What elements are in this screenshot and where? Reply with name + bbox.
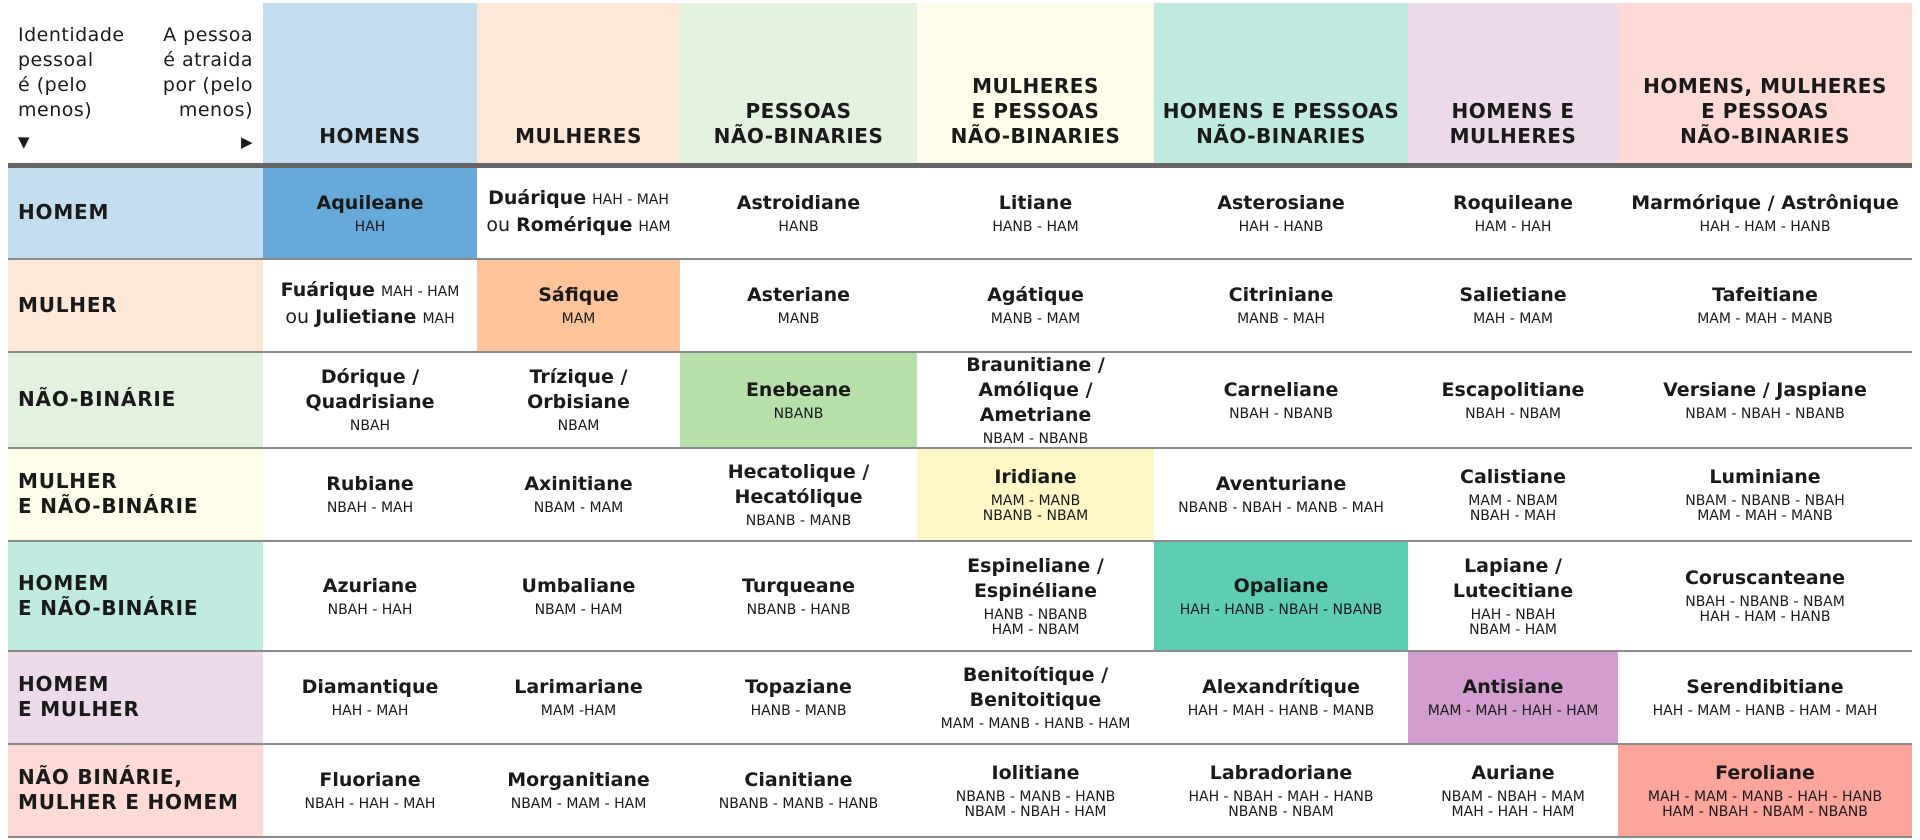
table-cell [477,166,680,259]
orientation-code: NBAM [557,418,600,434]
table-cell [1618,744,1912,837]
arrow-down-icon: ▼ [18,133,31,151]
orientation-name: Larimariane [514,676,643,698]
row-header: HOMEM E NÃO-BINÁRIE [8,541,263,651]
table-cell [917,744,1154,837]
row-header: HOMEM [8,166,263,259]
table-cell [680,259,917,352]
orientation-name: Trízique / Orbisiane [527,366,630,413]
row-header: MULHER [8,259,263,352]
orientation-name: Diamantique [301,676,439,698]
orientation-name: Hecatolique / Hecatólique [727,460,870,508]
orientation-name: Fuárique [280,279,375,301]
orientation-name: Iolitiane [991,761,1080,784]
orientation-code: MAM - NBAM NBAH - MAH [1468,492,1558,524]
orientation-name: Julietiane [315,306,417,328]
row-header: NÃO-BINÁRIE [8,352,263,448]
table-row [8,448,1912,541]
orientation-name: Rubiane [326,473,414,495]
table-cell [263,651,477,744]
cell-prefix: ou [486,213,517,236]
orientation-code: HAM [638,218,671,235]
orientation-code: NBAM - MAM [533,500,624,516]
cell-line [481,213,676,240]
table-cell [917,166,1154,259]
table-cell [1618,166,1912,259]
orientation-code: MAM - MAH - MANB [1697,311,1833,327]
orientation-name: Asteriane [746,284,851,306]
orientation-name: Romérique [516,213,633,236]
orientation-code: HAH - MAM - HANB - HAM - MAH [1652,703,1878,719]
orientation-code: HAH - HANB - NBAH - NBANB [1179,601,1383,618]
orientation-code: HAH - NBAH NBAM - HAM [1469,606,1557,638]
table-cell [917,541,1154,651]
table-cell [680,448,917,541]
orientation-code: NBAM - NBAH - MAM MAH - HAH - HAM [1441,788,1585,820]
table-cell [917,651,1154,744]
orientation-table [8,3,1912,838]
orientation-name: Duárique [488,186,587,209]
arrow-right-icon: ▶ [240,133,253,151]
table-cell [263,259,477,352]
orientation-name: Cianitiane [744,769,853,791]
orientation-name: Benitoítique / Benitoitique [962,663,1109,711]
table-cell [917,259,1154,352]
orientation-name: Tafeitiane [1712,284,1818,306]
orientation-code: HANB - NBANB HAM - NBAM [983,606,1088,638]
orientation-code: NBAH - HAH [327,601,413,618]
column-header: MULHERES [477,3,680,166]
orientation-name: Asterosiane [1217,191,1345,214]
corner-cell [8,3,263,166]
orientation-code: MAM [561,311,596,327]
orientation-code: MANB - MAH [1237,311,1325,327]
orientation-name: Alexandrítique [1202,676,1360,698]
orientation-code: NBANB - MANB - HANB NBAM - NBAH - HAM [955,788,1116,820]
orientation-name: Citriniane [1228,284,1334,306]
orientation-name: Luminiane [1709,465,1821,488]
table-cell [263,448,477,541]
table-row [8,166,1912,259]
orientation-grid [8,3,1912,838]
table-cell [1408,541,1618,651]
column-header: HOMENS E PESSOAS NÃO-BINARIES [1154,3,1408,166]
orientation-name: Labradoriane [1209,761,1353,784]
orientation-code: HANB - MANB [750,703,847,719]
table-cell [680,744,917,837]
orientation-code: NBAH [349,418,391,434]
orientation-code: MAH - MAM - MANB - HAH - HANB HAM - NBAH - NBAM - NBANB [1647,788,1883,820]
orientation-name: Umbaliane [521,574,636,597]
table-cell [477,448,680,541]
orientation-name: Serendibitiane [1686,676,1844,698]
orientation-name: Iridiane [994,465,1077,488]
table-cell [1408,651,1618,744]
orientation-name: Topaziane [745,676,852,698]
orientation-name: Versiane / Jaspiane [1663,378,1867,401]
table-cell [680,166,917,259]
cell-prefix: ou [285,306,316,328]
orientation-name: Astroidiane [736,191,861,214]
orientation-code: MAH - HAM [381,284,460,300]
table-cell [477,651,680,744]
table-cell [1154,744,1408,837]
table-cell [1618,651,1912,744]
table-cell [1408,744,1618,837]
column-header: HOMENS E MULHERES [1408,3,1618,166]
orientation-name: Dórique / Quadrisiane [305,366,435,413]
orientation-name: Litiane [998,191,1073,214]
orientation-name: Fluoriane [319,769,421,791]
orientation-code: HANB [778,218,819,235]
orientation-code: NBAH - NBANB [1229,405,1333,422]
table-cell [477,541,680,651]
orientation-code: NBAH - NBAM [1465,405,1561,422]
orientation-name: Azuriane [322,574,418,597]
attraction-axis-label: A pessoa é atraida por (pelo menos) [162,24,253,121]
orientation-code: HAH [354,218,386,235]
orientation-name: Sáfique [538,284,619,306]
table-cell [1618,448,1912,541]
orientation-name: Braunitiane / Amólique / Ametriane [966,353,1105,426]
orientation-name: Salietiane [1459,284,1567,306]
table-cell [1154,651,1408,744]
orientation-code: HAH - MAH - HANB - MANB [1187,703,1375,719]
table-row [8,744,1912,837]
table-row [8,352,1912,448]
orientation-name: Aquileane [316,191,424,214]
orientation-code: NBAM - NBANB - NBAH MAM - MAH - MANB [1685,492,1845,524]
table-cell [1408,166,1618,259]
orientation-name: Antisiane [1462,676,1564,698]
orientation-name: Espineliane / Espinéliane [967,554,1104,602]
table-cell [1618,541,1912,651]
table-cell [680,651,917,744]
table-cell [263,744,477,837]
orientation-code: MAH [422,311,455,327]
table-cell [1408,259,1618,352]
orientation-name: Aventuriane [1215,473,1347,495]
cell-line [481,186,676,213]
row-header: HOMEM E MULHER [8,651,263,744]
orientation-name: Auriane [1471,761,1555,784]
table-cell [263,352,477,448]
table-row [8,541,1912,651]
orientation-code: MAM - MANB - HANB - HAM [940,715,1131,732]
identity-axis-label: Identidade pessoal é (pelo menos) [18,24,125,121]
orientation-name: Turqueane [741,574,856,597]
orientation-code: MAM - MANB NBANB - NBAM [982,492,1089,524]
table-cell [680,352,917,448]
table-cell [1154,259,1408,352]
orientation-name: Agátique [987,284,1084,306]
orientation-name: Lapiane / Lutecitiane [1452,554,1574,602]
orientation-name: Calistiane [1460,465,1566,488]
orientation-name: Carneliane [1223,378,1339,401]
table-cell [1618,259,1912,352]
row-header: MULHER E NÃO-BINÁRIE [8,448,263,541]
column-header: MULHERES E PESSOAS NÃO-BINARIES [917,3,1154,166]
table-cell [477,259,680,352]
orientation-name: Roquileane [1453,191,1573,214]
header-row [8,3,1912,166]
orientation-code: NBAH - MAH [326,500,414,516]
orientation-code: NBANB - MANB [745,512,852,529]
orientation-name: Morganitiane [507,769,650,791]
orientation-code: MANB [777,311,820,327]
orientation-code: HAH - NBAH - MAH - HANB NBANB - NBAM [1188,788,1374,820]
orientation-name: Marmórique / Astrônique [1631,191,1899,214]
orientation-code: NBAM - NBAH - NBANB [1685,405,1845,422]
orientation-code: NBAH - NBANB - NBAM HAH - HAM - HANB [1685,594,1845,625]
table-cell [1618,352,1912,448]
table-cell [1154,166,1408,259]
orientation-code: HAH - HAM - HANB [1699,218,1831,235]
column-header: PESSOAS NÃO-BINARIES [680,3,917,166]
orientation-name: Feroliane [1715,761,1815,784]
table-cell [1408,448,1618,541]
orientation-code: HAM - HAH [1474,218,1552,235]
table-cell [1408,352,1618,448]
table-cell [1154,541,1408,651]
table-body [8,166,1912,837]
orientation-code: NBANB [773,405,824,422]
orientation-name: Enebeane [745,378,852,401]
orientation-name: Escapolitiane [1441,378,1585,401]
table-row [8,651,1912,744]
column-header: HOMENS, MULHERES E PESSOAS NÃO-BINARIES [1618,3,1912,166]
orientation-code: NBAM - HAM [534,601,623,618]
table-cell [477,744,680,837]
orientation-code: HAH - HANB [1238,218,1324,235]
orientation-code: HAH - MAH [331,703,409,719]
orientation-code: MAH - MAM [1473,311,1553,327]
orientation-code: NBAH - HAH - MAH [304,796,436,812]
orientation-code: MANB - MAM [990,311,1081,327]
row-header: NÃO BINÁRIE, MULHER E HOMEM [8,744,263,837]
cell-line [267,278,473,305]
table-cell [917,352,1154,448]
orientation-name: Coruscanteane [1684,567,1845,589]
table-cell [917,448,1154,541]
table-cell [680,541,917,651]
orientation-code: NBAM - NBANB [982,430,1089,447]
column-header: HOMENS [263,3,477,166]
orientation-code: MAM -HAM [540,703,617,719]
orientation-code: NBANB - HANB [746,601,851,618]
orientation-code: NBAM - MAM - HAM [510,796,647,812]
orientation-name: Axinitiane [524,473,633,495]
orientation-name: Opaliane [1233,574,1329,597]
orientation-code: MAM - MAH - HAH - HAM [1427,703,1599,719]
cell-line [267,305,473,332]
table-cell [1154,352,1408,448]
table-cell [477,352,680,448]
table-cell [1154,448,1408,541]
orientation-code: HANB - HAM [992,218,1079,235]
orientation-code: NBANB - NBAH - MANB - MAH [1178,500,1384,516]
table-row [8,259,1912,352]
table-cell [263,541,477,651]
orientation-code: NBANB - MANB - HANB [718,796,879,812]
orientation-code: HAH - MAH [592,191,669,208]
table-cell [263,166,477,259]
